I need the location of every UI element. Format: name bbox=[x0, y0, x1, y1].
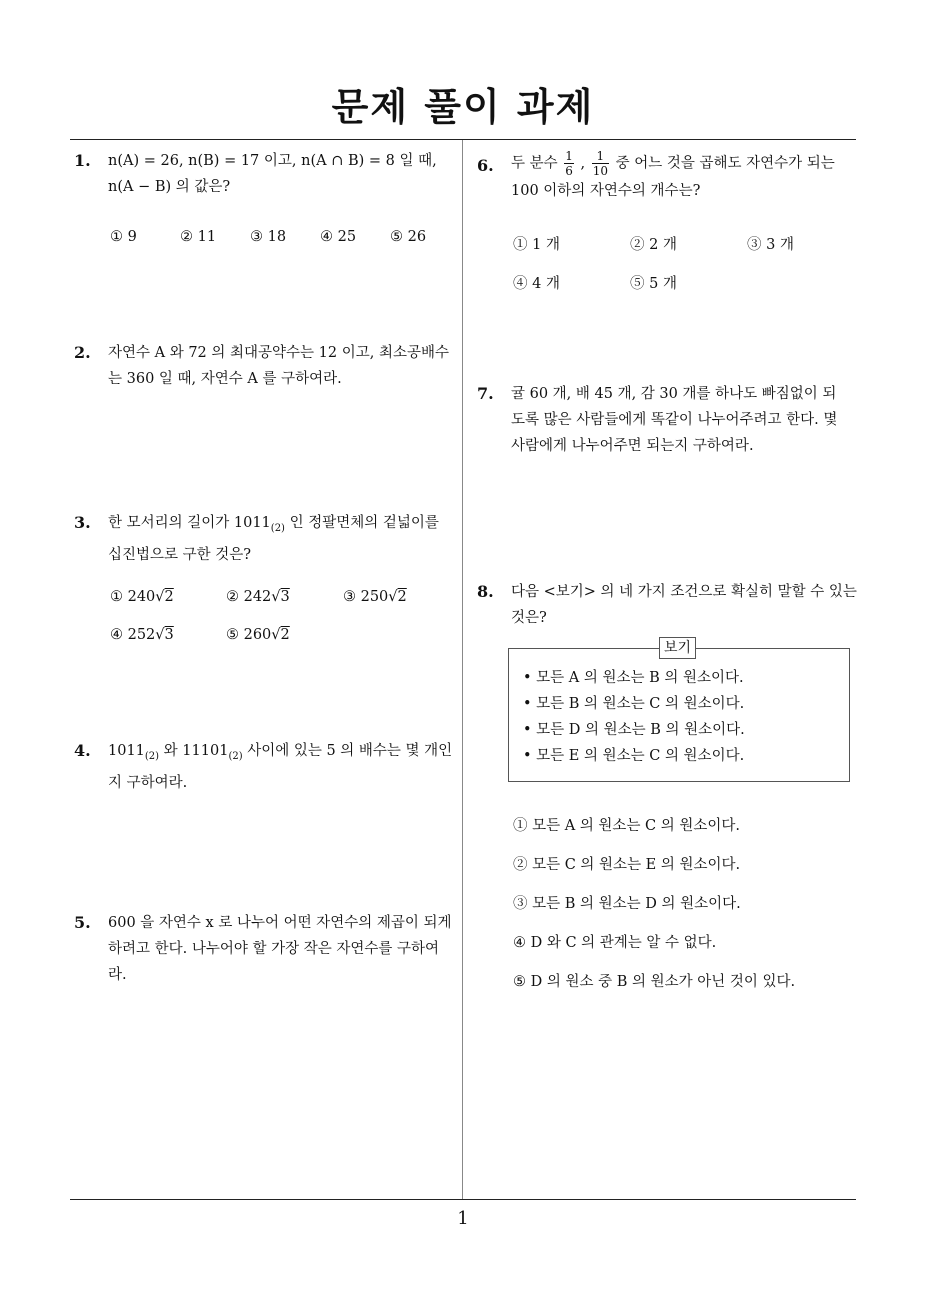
bogi-box bbox=[508, 640, 850, 782]
question-2 bbox=[74, 340, 459, 392]
question-4 bbox=[74, 738, 459, 796]
bogi-label: 보기 bbox=[659, 637, 696, 659]
bogi-item: • 모든 A 의 원소는 B 의 원소이다. bbox=[523, 665, 745, 691]
question-number: 3. bbox=[74, 513, 91, 532]
question-text: 다음 <보기> 의 네 가지 조건으로 확실히 말할 수 있는 bbox=[511, 584, 857, 600]
option-4[interactable]: ④ 252√3 bbox=[110, 627, 174, 643]
question-text: 는 360 일 때, 자연수 A 를 구하여라. bbox=[108, 371, 342, 387]
fraction-one-sixth bbox=[564, 149, 574, 178]
option-coef: 240 bbox=[127, 589, 156, 605]
option-1[interactable]: ① 모든 A 의 원소는 C 의 원소이다. bbox=[513, 818, 741, 834]
option-4[interactable]: ④ 25 bbox=[320, 229, 357, 245]
question-text: 한 모서리의 길이가 1011 bbox=[108, 515, 271, 531]
question-5 bbox=[74, 910, 459, 988]
option-mark: ① bbox=[110, 589, 123, 605]
question-number: 1. bbox=[74, 151, 91, 170]
question-text: 중 어느 것을 곱해도 자연수가 되는 bbox=[611, 155, 835, 172]
fraction-denominator: 6 bbox=[565, 164, 573, 178]
question-text: 사이에 있는 5 의 배수는 몇 개인 bbox=[242, 743, 453, 759]
top-rule bbox=[70, 139, 856, 140]
question-number: 4. bbox=[74, 741, 91, 760]
option-mark: ③ bbox=[343, 589, 356, 605]
column-divider bbox=[462, 140, 463, 1199]
option-2[interactable]: ② 2 개 bbox=[630, 237, 677, 253]
option-5[interactable]: ⑤ 5 개 bbox=[630, 276, 677, 292]
fraction-one-tenth bbox=[592, 149, 609, 178]
question-number: 5. bbox=[74, 913, 91, 932]
option-coef: 242 bbox=[243, 589, 272, 605]
question-number: 2. bbox=[74, 343, 91, 362]
option-radicand: 2 bbox=[280, 627, 290, 643]
question-text: 지 구하여라. bbox=[108, 774, 188, 791]
option-3[interactable]: ③ 18 bbox=[250, 229, 287, 245]
option-3[interactable]: ③ 모든 B 의 원소는 D 의 원소이다. bbox=[513, 896, 741, 912]
page-title: 문제 풀이 과제 bbox=[331, 85, 595, 129]
option-mark: ④ bbox=[110, 627, 123, 643]
question-text: 도록 많은 사람들에게 똑같이 나누어주려고 한다. 몇 bbox=[511, 412, 838, 428]
option-4[interactable]: ④ D 와 C 의 관계는 알 수 없다. bbox=[513, 935, 717, 951]
option-3[interactable]: ③ 250√2 bbox=[343, 589, 407, 605]
option-1[interactable]: ① 9 bbox=[110, 229, 137, 245]
base-subscript: (2) bbox=[270, 522, 285, 534]
question-text: 하려고 한다. 나누어야 할 가장 작은 자연수를 구하여 bbox=[108, 941, 440, 957]
option-2[interactable]: ② 모든 C 의 원소는 E 의 원소이다. bbox=[513, 857, 741, 873]
page-number: 1 bbox=[457, 1208, 469, 1229]
fraction-denominator: 10 bbox=[592, 164, 608, 178]
bottom-rule bbox=[70, 1199, 856, 1200]
question-7 bbox=[477, 381, 862, 459]
option-coef: 250 bbox=[360, 589, 389, 605]
question-text: 100 이하의 자연수의 개수는? bbox=[511, 183, 701, 199]
bogi-item: • 모든 B 의 원소는 C 의 원소이다. bbox=[523, 691, 745, 717]
option-5[interactable]: ⑤ 26 bbox=[390, 229, 427, 245]
option-5[interactable]: ⑤ 260√2 bbox=[226, 627, 290, 643]
question-text: 두 분수 bbox=[511, 155, 563, 172]
question-text: 것은? bbox=[511, 610, 547, 626]
question-text: , bbox=[575, 155, 590, 172]
question-text: 사람에게 나누어주면 되는지 구하여라. bbox=[511, 438, 754, 454]
option-radicand: 3 bbox=[164, 627, 174, 643]
fraction-numerator: 1 bbox=[565, 149, 573, 163]
question-text: n(A − B) 의 값은? bbox=[108, 179, 231, 195]
question-1 bbox=[74, 148, 459, 200]
question-6 bbox=[477, 149, 862, 204]
question-text: 600 을 자연수 x 로 나누어 어떤 자연수의 제곱이 되게 bbox=[108, 915, 452, 931]
question-text: n(A) = 26, n(B) = 17 이고, n(A ∩ B) = 8 일 때, bbox=[108, 153, 437, 169]
option-mark: ② bbox=[226, 589, 239, 605]
fraction-numerator: 1 bbox=[592, 149, 609, 164]
question-text: 와 11101 bbox=[159, 743, 229, 759]
bogi-item: • 모든 D 의 원소는 B 의 원소이다. bbox=[523, 717, 745, 743]
option-5[interactable]: ⑤ D 의 원소 중 B 의 원소가 아닌 것이 있다. bbox=[513, 974, 796, 990]
question-text: 자연수 A 와 72 의 최대공약수는 12 이고, 최소공배수 bbox=[108, 345, 449, 361]
option-mark: ⑤ bbox=[226, 627, 239, 643]
question-number: 6. bbox=[477, 156, 494, 175]
option-3[interactable]: ③ 3 개 bbox=[747, 237, 794, 253]
question-text: 라. bbox=[108, 967, 127, 983]
question-text: 1011 bbox=[108, 743, 145, 759]
option-coef: 252 bbox=[127, 627, 156, 643]
option-radicand: 2 bbox=[164, 589, 174, 605]
option-coef: 260 bbox=[243, 627, 272, 643]
question-text: 십진법으로 구한 것은? bbox=[108, 546, 252, 563]
option-1[interactable]: ① 1 개 bbox=[513, 237, 560, 253]
question-3 bbox=[74, 510, 459, 568]
option-radicand: 2 bbox=[397, 589, 407, 605]
question-text: 귤 60 개, 배 45 개, 감 30 개를 하나도 빠짐없이 되 bbox=[511, 386, 837, 402]
option-1[interactable]: ① 240√2 bbox=[110, 589, 174, 605]
question-text: 인 정팔면체의 겉넓이를 bbox=[284, 515, 439, 531]
base-subscript: (2) bbox=[228, 750, 243, 762]
question-8 bbox=[477, 579, 862, 631]
question-number: 7. bbox=[477, 384, 494, 403]
option-4[interactable]: ④ 4 개 bbox=[513, 276, 560, 292]
bogi-item: • 모든 E 의 원소는 C 의 원소이다. bbox=[523, 743, 745, 769]
option-2[interactable]: ② 242√3 bbox=[226, 589, 290, 605]
question-number: 8. bbox=[477, 582, 494, 601]
base-subscript: (2) bbox=[144, 750, 160, 762]
option-radicand: 3 bbox=[280, 589, 290, 605]
option-2[interactable]: ② 11 bbox=[180, 229, 217, 245]
